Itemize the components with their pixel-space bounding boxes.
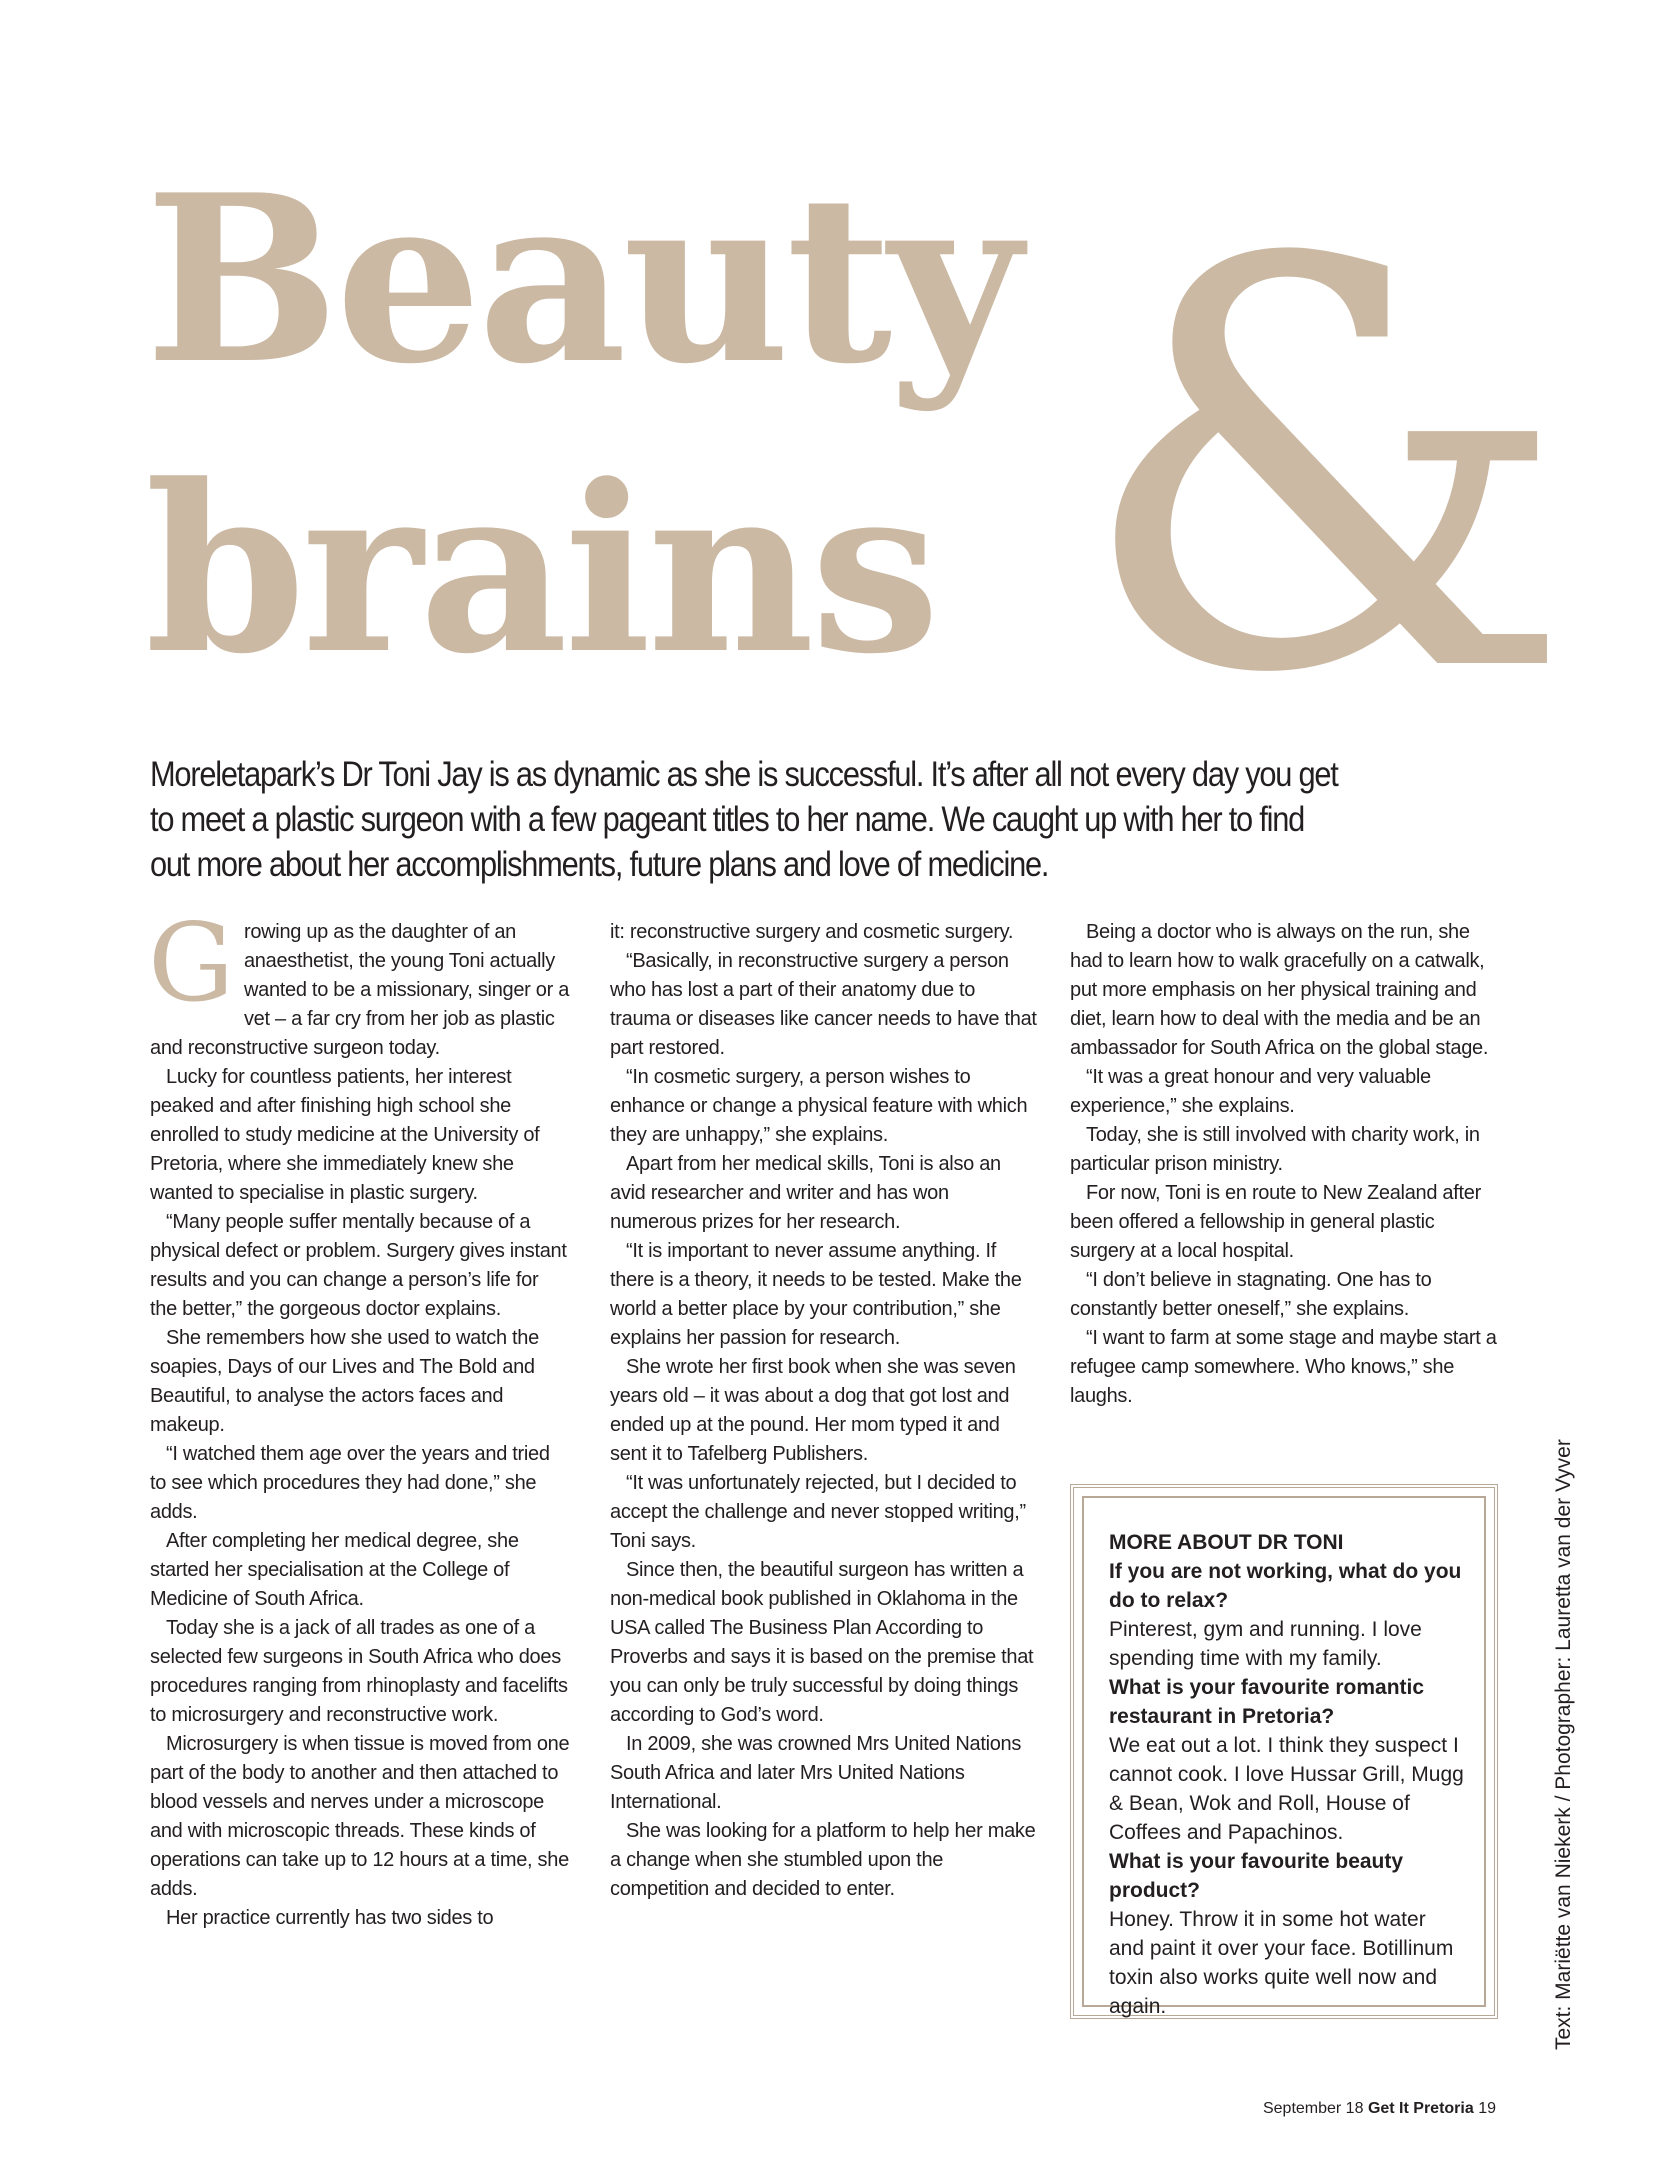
paragraph: She remembers how she used to watch the soapies, Days of our Lives and The Bold and Beautiful, to analyse the actors faces and makeup. [150, 1327, 539, 1436]
paragraph: Being a doctor who is always on the run, she had to learn how to walk gracefully on a catwalk, put more emphasis on her physical training and diet, learn how to deal with the media and be an ambassador for South Africa on the global stage. [1070, 921, 1489, 1059]
paragraph: She was looking for a platform to help her make a change when she stumbled upon the competition and decided to enter. [610, 1820, 1036, 1900]
photo-credit: Text: Mariëtte van Niekerk / Photographer: Lauretta van der Vyver [1552, 1439, 1575, 2050]
paragraph: “It was unfortunately rejected, but I decided to accept the challenge and never stopped writing,” Toni says. [610, 1472, 1026, 1552]
paragraph: “I want to farm at some stage and maybe start a refugee camp somewhere. Who knows,” she laughs. [1070, 1327, 1497, 1407]
sidebar-answer: Pinterest, gym and running. I love spending time with my family. [1109, 1618, 1422, 1670]
sidebar-question: What is your favourite beauty product? [1109, 1850, 1404, 1902]
article-column-1 [148, 901, 570, 1933]
paragraph: After completing her medical degree, she started her specialisation at the College of Medicine of South Africa. [150, 1530, 519, 1610]
paragraph: Lucky for countless patients, her interest peaked and after finishing high school she enrolled to study medicine at the University of Pretoria, where she immediately knew she wanted to specialise in plastic surgery. [150, 1066, 540, 1204]
sidebar-answer: Honey. Throw it in some hot water and paint it over your face. Botillinum toxin also works quite well now and again. [1109, 1908, 1454, 2018]
footer-issue: September 18 [1262, 2100, 1364, 2117]
paragraph: Apart from her medical skills, Toni is also an avid researcher and writer and has won numerous prizes for her research. [610, 1153, 1001, 1233]
headline-beauty: Beauty [145, 145, 1018, 415]
paragraph-text: rowing up as the daughter of an anaesthetist, the young Toni actually wanted to be a missionary, singer or a vet – a far cry from her job as plastic and reconstructive surgeon today. [150, 921, 570, 1059]
article-column-3 [1070, 918, 1500, 1411]
headline-ampersand: & [1075, 144, 1574, 796]
paragraph: Microsurgery is when tissue is moved from one part of the body to another and then attached to blood vessels and nerves under a microscope and with microscopic threads. These kinds of operations can take up to 12 hours at a time, she adds. [150, 1733, 570, 1900]
page-footer [1263, 2100, 1496, 2118]
paragraph: “I watched them age over the years and tried to see which procedures they had done,” she adds. [150, 1443, 550, 1523]
footer-page-number: 19 [1478, 2100, 1496, 2117]
paragraph: “In cosmetic surgery, a person wishes to enhance or change a physical feature with which they are unhappy,” she explains. [610, 1066, 1028, 1146]
paragraph: Since then, the beautiful surgeon has written a non-medical book published in Oklahoma in the USA called The Business Plan According to Proverbs and says it is based on the premise that you can only be truly successful by doing things according to God’s word. [610, 1559, 1034, 1726]
paragraph: “I don’t believe in stagnating. One has to constantly better oneself,” she explains. [1070, 1269, 1432, 1320]
article-column-2 [610, 918, 1040, 1904]
sidebar-box [1070, 1484, 1498, 2019]
standfirst: Moreletapark’s Dr Toni Jay is as dynamic as she is successful. It’s after all not every day you get to meet a plastic surgeon with a few pageant titles to her name. We caught up with her to find out more about her accomplishments, future plans and love of medicine. [150, 755, 1338, 884]
footer-publication: Get It Pretoria [1367, 2100, 1474, 2117]
paragraph: For now, Toni is en route to New Zealand after been offered a fellowship in general plastic surgery at a local hospital. [1070, 1182, 1481, 1262]
sidebar-answer: We eat out a lot. I think they suspect I cannot cook. I love Hussar Grill, Mugg & Bean, Wok and Roll, House of Coffees and Papachinos. [1109, 1734, 1464, 1844]
paragraph: “Basically, in reconstructive surgery a person who has lost a part of their anatomy due to trauma or diseases like cancer needs to have that part restored. [610, 950, 1037, 1059]
paragraph: “It was a great honour and very valuable experience,” she explains. [1070, 1066, 1431, 1117]
paragraph: “It is important to never assume anything. If there is a theory, it needs to be tested. Make the world a better place by your contribution,” she explains her passion for research. [610, 1240, 1022, 1349]
paragraph: In 2009, she was crowned Mrs United Nations South Africa and later Mrs United Nations International. [610, 1733, 1022, 1813]
paragraph: Her practice currently has two sides to [166, 1907, 494, 1929]
paragraph [148, 901, 570, 1063]
paragraph: Today she is a jack of all trades as one of a selected few surgeons in South Africa who does procedures ranging from rhinoplasty and facelifts to microsurgery and reconstructive work. [150, 1617, 568, 1726]
headline-brains: brains [145, 435, 937, 705]
paragraph: “Many people suffer mentally because of a physical defect or problem. Surgery gives instant results and you can change a person’s life for the better,” the gorgeous doctor explains. [150, 1211, 567, 1320]
paragraph: She wrote her first book when she was seven years old – it was about a dog that got lost and ended up at the pound. Her mom typed it and sent it to Tafelberg Publishers. [610, 1356, 1016, 1465]
sidebar-question: If you are not working, what do you do to relax? [1109, 1560, 1462, 1612]
paragraph: it: reconstructive surgery and cosmetic surgery. [610, 921, 1014, 943]
sidebar-content [1082, 1496, 1486, 2018]
paragraph: Today, she is still involved with charity work, in particular prison ministry. [1070, 1124, 1480, 1175]
sidebar-heading: MORE ABOUT DR TONI [1109, 1531, 1344, 1554]
drop-cap: G [148, 901, 234, 1026]
sidebar-question: What is your favourite romantic restaurant in Pretoria? [1109, 1676, 1425, 1728]
